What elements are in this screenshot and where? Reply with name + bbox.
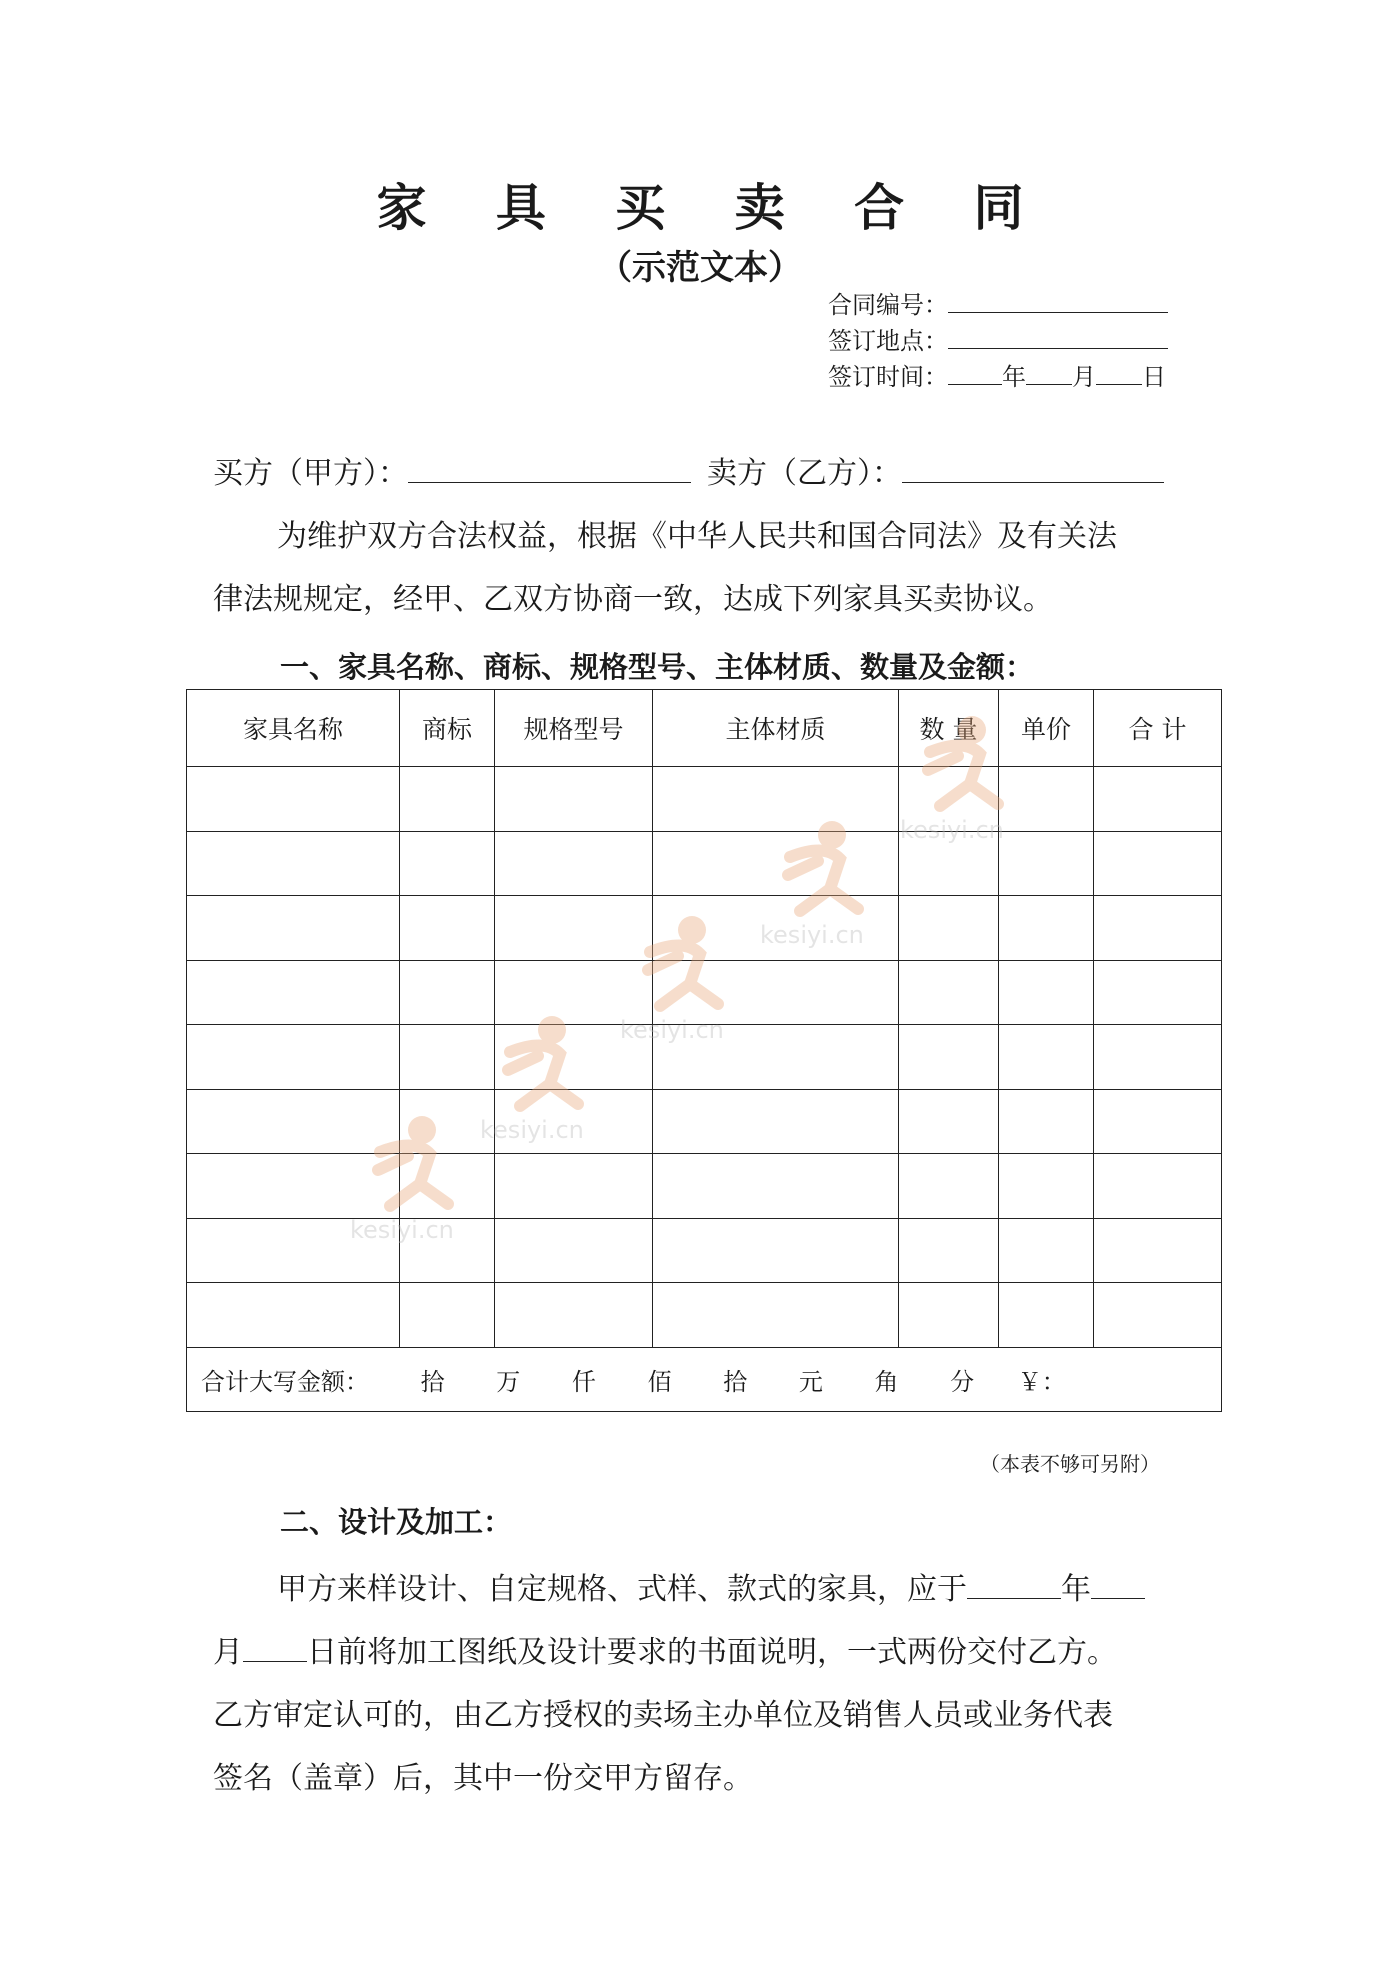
- table-cell[interactable]: [899, 1154, 999, 1219]
- signing-place-blank[interactable]: [948, 324, 1168, 349]
- table-note: （本表不够可另附）: [980, 1452, 1160, 1476]
- table-cell[interactable]: [899, 896, 999, 961]
- unit-label: 角: [874, 1367, 899, 1396]
- unit-label: 分: [950, 1367, 975, 1396]
- document-title: 家 具 买 卖 合 同: [376, 179, 1050, 237]
- seller-blank[interactable]: [902, 450, 1164, 483]
- column-header-material: 主体材质: [653, 690, 899, 767]
- table-cell[interactable]: [899, 1025, 999, 1090]
- signing-year-blank[interactable]: [948, 360, 1002, 385]
- table-cell[interactable]: [400, 1089, 495, 1154]
- table-cell[interactable]: [899, 1218, 999, 1283]
- table-cell[interactable]: [1094, 1025, 1222, 1090]
- table-cell[interactable]: [400, 896, 495, 961]
- table-cell[interactable]: [1094, 1089, 1222, 1154]
- table-cell[interactable]: [495, 1025, 653, 1090]
- contract-number-label: 合同编号：: [828, 291, 948, 319]
- section2-line1: [213, 1560, 1200, 1620]
- table-cell[interactable]: [1094, 767, 1222, 832]
- contract-number-blank[interactable]: [948, 288, 1168, 313]
- section1-heading: 一、家具名称、商标、规格型号、主体材质、数量及金额：: [280, 650, 1035, 684]
- intro-paragraph-line2: 律法规规定，经甲、乙双方协商一致，达成下列家具买卖协议。: [213, 582, 1053, 617]
- table-row: [187, 960, 1222, 1025]
- contract-number-field: [828, 288, 1168, 320]
- table-row: [187, 767, 1222, 832]
- table-row: [187, 896, 1222, 961]
- table-cell[interactable]: [495, 1283, 653, 1348]
- watermark-text: kesiyi.cn: [350, 1216, 454, 1244]
- watermark-text: kesiyi.cn: [760, 921, 864, 949]
- table-cell[interactable]: [400, 1025, 495, 1090]
- table-cell[interactable]: [1094, 831, 1222, 896]
- buyer-blank[interactable]: [408, 450, 691, 483]
- table-cell[interactable]: [495, 767, 653, 832]
- table-cell[interactable]: [1094, 1218, 1222, 1283]
- table-cell[interactable]: [999, 1283, 1094, 1348]
- signing-place-field: [828, 324, 1168, 356]
- seller-label: 卖方（乙方）：: [707, 456, 902, 491]
- table-row: [187, 1154, 1222, 1219]
- table-row: [187, 1218, 1222, 1283]
- table-cell[interactable]: [187, 767, 400, 832]
- column-header-brand: 商标: [400, 690, 495, 767]
- table-cell[interactable]: [899, 767, 999, 832]
- section2-line4: 签名（盖章）后，其中一份交甲方留存。: [213, 1761, 753, 1796]
- table-cell[interactable]: [1094, 1283, 1222, 1348]
- table-cell[interactable]: [653, 1283, 899, 1348]
- signing-place-label: 签订地点：: [828, 327, 948, 355]
- table-cell[interactable]: [187, 1025, 400, 1090]
- currency-label: ￥：: [1017, 1367, 1066, 1396]
- table-cell[interactable]: [400, 831, 495, 896]
- table-cell[interactable]: [999, 1089, 1094, 1154]
- unit-label: 拾: [420, 1367, 445, 1396]
- signing-day-label: 日: [1142, 363, 1166, 391]
- signing-year-label: 年: [1002, 363, 1026, 391]
- section2-line2: [213, 1623, 1200, 1683]
- intro-paragraph-line1: 为维护双方合法权益，根据《中华人民共和国合同法》及有关法: [277, 519, 1117, 554]
- table-cell[interactable]: [1094, 1154, 1222, 1219]
- table-cell[interactable]: [653, 1089, 899, 1154]
- table-cell[interactable]: [400, 960, 495, 1025]
- table-cell[interactable]: [1094, 896, 1222, 961]
- design-day-blank[interactable]: [243, 1629, 307, 1662]
- document-subtitle: （示范文本）: [598, 248, 802, 288]
- section2-text-b: 日前将加工图纸及设计要求的书面说明，一式两份交付乙方。: [307, 1635, 1117, 1670]
- table-header-row: [187, 690, 1222, 767]
- table-cell[interactable]: [653, 1218, 899, 1283]
- table-cell[interactable]: [187, 1283, 400, 1348]
- column-header-name: 家具名称: [187, 690, 400, 767]
- table-cell[interactable]: [495, 831, 653, 896]
- table-row: [187, 1283, 1222, 1348]
- table-cell[interactable]: [187, 831, 400, 896]
- table-cell[interactable]: [653, 831, 899, 896]
- design-month-blank-end[interactable]: [1091, 1566, 1145, 1599]
- furniture-table: [186, 689, 1222, 1412]
- table-cell[interactable]: [999, 1154, 1094, 1219]
- table-cell[interactable]: [899, 1283, 999, 1348]
- table-cell[interactable]: [999, 1218, 1094, 1283]
- watermark-text: kesiyi.cn: [620, 1016, 724, 1044]
- signing-time-field: [828, 360, 1166, 392]
- watermark-text: kesiyi.cn: [480, 1116, 584, 1144]
- table-cell[interactable]: [400, 1154, 495, 1219]
- table-cell[interactable]: [495, 1089, 653, 1154]
- table-cell[interactable]: [400, 1283, 495, 1348]
- column-header-unit-price: 单价: [999, 690, 1094, 767]
- unit-label: 拾: [723, 1367, 748, 1396]
- table-row: [187, 831, 1222, 896]
- table-cell[interactable]: [495, 896, 653, 961]
- table-row: [187, 1089, 1222, 1154]
- table-cell[interactable]: [999, 767, 1094, 832]
- unit-label: 元: [798, 1367, 823, 1396]
- table-cell[interactable]: [187, 1154, 400, 1219]
- table-cell[interactable]: [400, 1218, 495, 1283]
- table-cell[interactable]: [495, 1218, 653, 1283]
- table-cell[interactable]: [187, 896, 400, 961]
- column-header-model: 规格型号: [495, 690, 653, 767]
- section2-heading: 二、设计及加工：: [280, 1505, 513, 1539]
- table-cell[interactable]: [999, 960, 1094, 1025]
- table-cell[interactable]: [999, 1025, 1094, 1090]
- table-cell[interactable]: [899, 1089, 999, 1154]
- table-cell[interactable]: [653, 1025, 899, 1090]
- table-total-row: [187, 1347, 1222, 1411]
- section2-line3: 乙方审定认可的，由乙方授权的卖场主办单位及销售人员或业务代表: [213, 1698, 1113, 1733]
- table-row: [187, 1025, 1222, 1090]
- table-cell[interactable]: [400, 767, 495, 832]
- signing-month-blank[interactable]: [1026, 360, 1072, 385]
- table-cell[interactable]: [187, 960, 400, 1025]
- table-cell[interactable]: [653, 1154, 899, 1219]
- table-cell[interactable]: [899, 960, 999, 1025]
- total-amount-label: 合计大写金额：: [201, 1367, 369, 1396]
- design-year-label: 年: [1061, 1572, 1091, 1607]
- table-cell[interactable]: [1094, 960, 1222, 1025]
- buyer-label: 买方（甲方）：: [213, 456, 408, 491]
- table-cell[interactable]: [653, 896, 899, 961]
- watermark-text: kesiyi.cn: [900, 816, 1004, 844]
- section2-text-a: 甲方来样设计、自定规格、式样、款式的家具，应于: [277, 1572, 967, 1607]
- total-amount-cell[interactable]: [187, 1347, 1222, 1411]
- table-cell[interactable]: [187, 1089, 400, 1154]
- column-header-subtotal: 合 计: [1094, 690, 1222, 767]
- table-cell[interactable]: [495, 1154, 653, 1219]
- table-cell[interactable]: [899, 831, 999, 896]
- design-month-label: 月: [213, 1635, 243, 1670]
- table-cell[interactable]: [187, 1218, 400, 1283]
- unit-label: 佰: [647, 1367, 672, 1396]
- design-year-blank[interactable]: [967, 1566, 1061, 1599]
- table-cell[interactable]: [999, 831, 1094, 896]
- column-header-quantity: 数 量: [899, 690, 999, 767]
- signing-day-blank[interactable]: [1096, 360, 1142, 385]
- unit-label: 万: [496, 1367, 521, 1396]
- table-cell[interactable]: [653, 767, 899, 832]
- table-cell[interactable]: [653, 960, 899, 1025]
- table-cell[interactable]: [999, 896, 1094, 961]
- signing-month-label: 月: [1072, 363, 1096, 391]
- signing-time-label: 签订时间：: [828, 363, 948, 391]
- unit-label: 仟: [571, 1367, 596, 1396]
- table-cell[interactable]: [495, 960, 653, 1025]
- parties-line: [213, 444, 1200, 504]
